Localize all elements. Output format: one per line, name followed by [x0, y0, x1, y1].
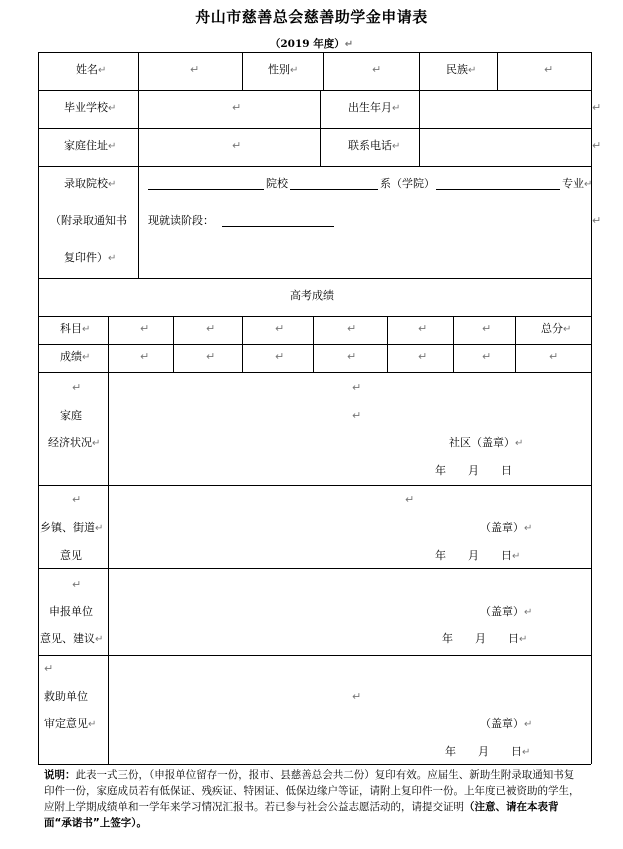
- return-mark: ↵: [206, 350, 216, 363]
- label-phone: 联系电话↵: [348, 139, 401, 152]
- label-family: 家庭: [60, 409, 82, 422]
- community-seal: 社区（盖章）↵: [449, 436, 524, 449]
- return-mark: ↵: [275, 350, 285, 363]
- econ-date: 年 月 日: [435, 464, 512, 477]
- label-school: 毕业学校↵: [64, 101, 117, 114]
- table-rule: [38, 316, 591, 317]
- aid-seal: （盖章）↵: [480, 717, 533, 730]
- label-college-suffix: 院校: [266, 177, 288, 190]
- label-address: 家庭住址↵: [64, 139, 117, 152]
- return-mark: ↵: [72, 578, 82, 591]
- return-mark: ↵: [592, 214, 602, 227]
- table-rule: [38, 372, 591, 373]
- label-admit-notice: （附录取通知书: [50, 214, 127, 227]
- table-rule: [38, 166, 591, 167]
- table-rule: [419, 90, 420, 166]
- table-rule: [453, 316, 454, 372]
- apply-seal: （盖章）↵: [480, 605, 533, 618]
- return-mark: ↵: [140, 322, 150, 335]
- return-mark: ↵: [72, 381, 82, 394]
- note-bold: （注意、请在本表背面“承诺书”上签字）。: [44, 801, 559, 829]
- table-left-border: [38, 52, 39, 764]
- college-field[interactable]: [148, 177, 264, 190]
- table-rule: [38, 128, 591, 129]
- return-mark: ↵: [347, 322, 357, 335]
- return-mark: ↵: [232, 101, 242, 114]
- return-mark: ↵: [140, 350, 150, 363]
- label-birth: 出生年月↵: [348, 101, 401, 114]
- label-department-suffix: 系（学院）: [380, 177, 435, 190]
- return-mark: ↵: [352, 409, 362, 422]
- town-date: 年 月 日↵: [435, 549, 521, 562]
- label-aid-opinion: 审定意见↵: [44, 717, 97, 730]
- label-apply-opinion: 意见、建议↵: [40, 632, 104, 645]
- note-head: 说明：: [44, 769, 76, 781]
- table-rule: [108, 316, 109, 372]
- aid-date: 年 月 日↵: [445, 745, 531, 758]
- label-name: 姓名↵: [76, 63, 107, 76]
- table-rule: [138, 166, 139, 278]
- label-admit-copy: 复印件）↵: [64, 251, 117, 264]
- label-total: 总分↵: [541, 322, 572, 335]
- apply-date: 年 月 日↵: [442, 632, 528, 645]
- return-mark: ↵: [418, 322, 428, 335]
- table-rule: [313, 316, 314, 372]
- label-admit-college: 录取院校↵: [64, 177, 117, 190]
- label-town: 乡镇、街道↵: [40, 521, 104, 534]
- note-body: 此表一式三份，（申报单位留存一份，报市、县慈善总会共二份）复印有效。应届生、新助生附录取通知书复印件一份，家庭成员若有低保证、残疾证、特困证、低保边缘户等证，请附上复印件一份。上年度已被资助的学生，应附上学期成绩单和一学年来学习情况汇报书。若已参与社会公益志愿活动的，请提交证明: [44, 769, 580, 813]
- label-aid-unit: 救助单位: [44, 690, 88, 703]
- table-rule: [108, 372, 109, 764]
- table-rule: [497, 52, 498, 90]
- return-mark: ↵: [482, 322, 492, 335]
- return-mark: ↵: [275, 322, 285, 335]
- return-mark: ↵: [352, 690, 362, 703]
- label-major-suffix: 专业↵: [562, 177, 593, 190]
- table-rule: [242, 316, 243, 372]
- label-econ: 经济状况↵: [48, 436, 101, 449]
- label-ethnicity: 民族↵: [446, 63, 477, 76]
- form-year: （2019 年度）↵: [269, 38, 354, 50]
- return-mark: ↵: [482, 350, 492, 363]
- table-rule: [38, 344, 591, 345]
- table-right-border: [591, 52, 592, 764]
- return-mark: ↵: [44, 662, 54, 675]
- table-rule: [242, 52, 243, 90]
- return-mark: ↵: [405, 493, 415, 506]
- return-mark: ↵: [347, 350, 357, 363]
- table-rule: [38, 568, 591, 569]
- return-mark: ↵: [190, 63, 200, 76]
- return-mark: ↵: [232, 139, 242, 152]
- return-mark: ↵: [592, 139, 602, 152]
- town-seal: （盖章）↵: [480, 521, 533, 534]
- form-title: 舟山市慈善总会慈善助学金申请表: [195, 8, 428, 26]
- label-score: 成绩↵: [60, 350, 91, 363]
- return-mark: ↵: [544, 63, 554, 76]
- table-rule: [38, 485, 591, 486]
- table-rule: [138, 90, 139, 166]
- return-mark: ↵: [592, 101, 602, 114]
- table-rule: [515, 316, 516, 372]
- return-mark: ↵: [418, 350, 428, 363]
- table-rule: [387, 316, 388, 372]
- label-current-stage: 现就读阶段：: [148, 214, 214, 227]
- instructions-note: [44, 767, 584, 831]
- label-subject: 科目↵: [60, 322, 91, 335]
- table-rule: [419, 52, 420, 90]
- major-field[interactable]: [436, 177, 560, 190]
- department-field[interactable]: [290, 177, 378, 190]
- label-town-opinion: 意见: [60, 549, 82, 562]
- table-rule: [323, 52, 324, 90]
- label-gender: 性别↵: [268, 63, 299, 76]
- return-mark: ↵: [206, 322, 216, 335]
- label-gaokao: 高考成绩: [290, 289, 334, 302]
- table-rule: [138, 52, 139, 90]
- return-mark: ↵: [549, 350, 559, 363]
- table-rule: [38, 655, 591, 656]
- table-rule: [38, 90, 591, 91]
- stage-field[interactable]: [222, 214, 334, 227]
- table-rule: [173, 316, 174, 372]
- table-rule: [320, 90, 321, 166]
- label-apply-unit: 申报单位: [49, 605, 93, 618]
- table-rule: [38, 278, 591, 279]
- table-rule: [38, 52, 591, 53]
- return-mark: ↵: [72, 493, 82, 506]
- return-mark: ↵: [372, 63, 382, 76]
- table-rule: [38, 764, 591, 765]
- return-mark: ↵: [352, 381, 362, 394]
